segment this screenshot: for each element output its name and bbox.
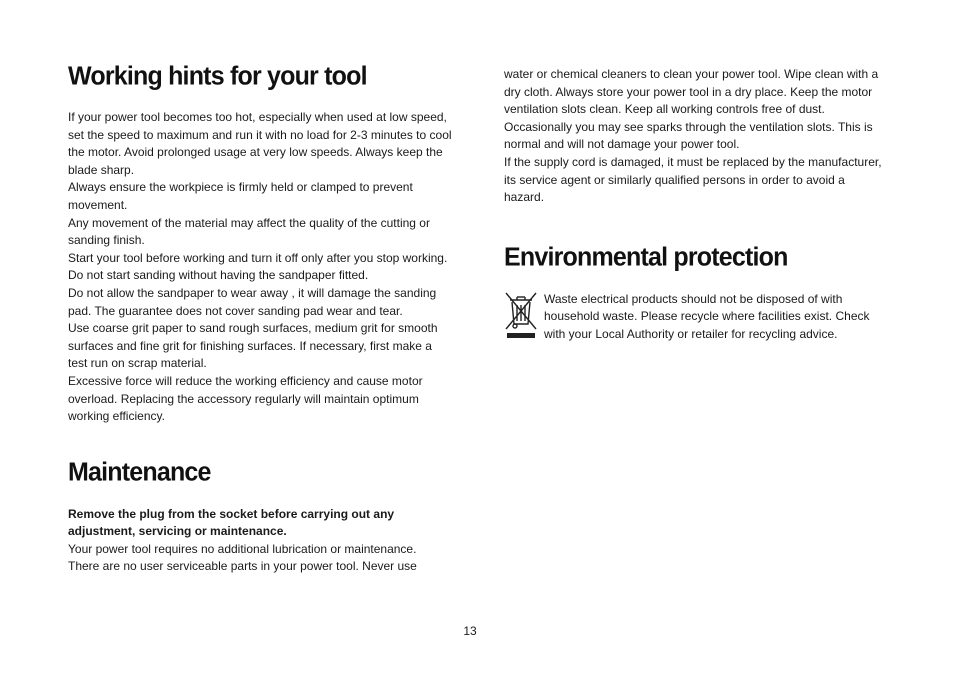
- working-hints-heading: Working hints for your tool: [68, 61, 367, 91]
- page-number: 13: [463, 624, 477, 638]
- working-hints-paragraph: Any movement of the material may affect the quality of the cutting or sanding finish.: [68, 215, 430, 248]
- maintenance-continued-paragraph: Occasionally you may see sparks through the ventilation slots. This is normal and will not damage your power tool.: [504, 119, 873, 152]
- working-hints-paragraph: Do not allow the sandpaper to wear away , it will damage the sanding pad. The guarantee does not cover sanding pad wear and tear.: [68, 285, 437, 318]
- environmental-text: Waste electrical products should not be disposed of with household waste. Please recycle where facilities exist. Check with your Local Authority or retailer for recycling advice.: [544, 291, 870, 341]
- left-column: [68, 60, 452, 576]
- right-column: [504, 66, 888, 344]
- maintenance-continued-paragraph: If the supply cord is damaged, it must be replaced by the manufacturer, its service agent or similarly qualified persons in order to avoid a hazard.: [504, 154, 882, 205]
- working-hints-paragraph: Use coarse grit paper to sand rough surfaces, medium grit for smooth surfaces and fine grit for finishing surfaces. If necessary, first make a test run on scrap material.: [68, 321, 438, 371]
- working-hints-paragraph: Start your tool before working and turn it off only after you stop working.: [68, 250, 448, 265]
- working-hints-paragraph: Excessive force will reduce the working efficiency and cause motor overload. Replacing the accessory regularly will maintain optimum working efficiency.: [68, 373, 423, 424]
- working-hints-paragraph: Always ensure the workpiece is firmly held or clamped to prevent movement.: [68, 180, 413, 212]
- maintenance-heading: Maintenance: [68, 456, 211, 487]
- maintenance-continued-paragraph: water or chemical cleaners to clean your power tool. Wipe clean with a dry cloth. Always store your power tool in a dry place. Keep the motor ventilation slots clean. Keep all working controls free of dust.: [504, 67, 879, 117]
- environmental-notice: [504, 291, 888, 344]
- crossed-out-wheelie-bin-icon: [504, 291, 538, 341]
- working-hints-paragraph: Do not start sanding without having the sandpaper fitted.: [68, 268, 369, 283]
- maintenance-paragraph: There are no user serviceable parts in your power tool. Never use: [68, 559, 417, 574]
- maintenance-warning: Remove the plug from the socket before carrying out any adjustment, servicing or maintenance.: [68, 506, 395, 539]
- environmental-protection-heading: Environmental protection: [504, 242, 788, 272]
- maintenance-paragraph: Your power tool requires no additional lubrication or maintenance.: [68, 541, 417, 556]
- working-hints-paragraph: If your power tool becomes too hot, especially when used at low speed, set the speed to maximum and run it with no load for 2-3 minutes to cool the motor. Avoid prolonged usage at very low speeds. Always keep the blade sharp.: [68, 110, 452, 177]
